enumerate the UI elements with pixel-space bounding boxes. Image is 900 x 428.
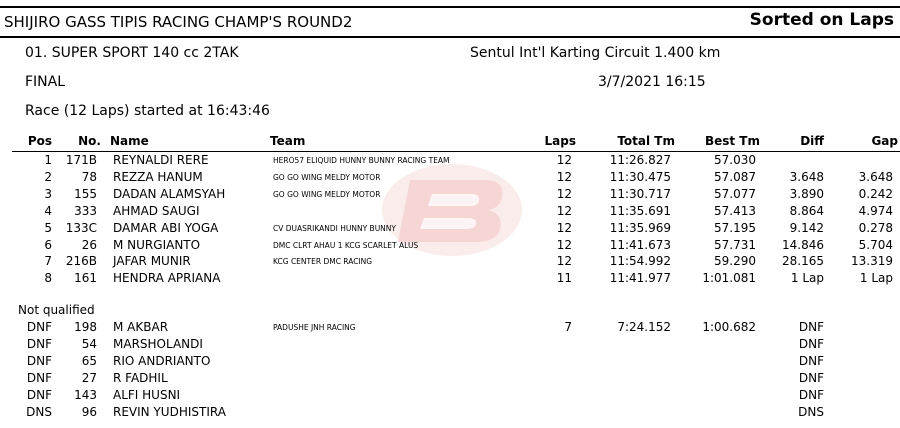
circuit-name: Sentul Int'l Karting Circuit 1.400 km [470, 45, 721, 61]
cell-team: HERO57 ELIQUID HUNNY BUNNY RACING TEAM [273, 156, 450, 165]
cell-name: M NURGIANTO [113, 237, 201, 252]
cell-name: M AKBAR [113, 320, 169, 334]
cell-name: REYNALDI RERE [113, 153, 209, 167]
cell-laps: 12 [556, 186, 572, 201]
table-row [0, 320, 900, 337]
table-row [0, 238, 900, 255]
cell-pos: 6 [44, 237, 52, 252]
session-datetime: 3/7/2021 16:15 [598, 74, 706, 90]
cell-name: REVIN YUDHISTIRA [113, 405, 226, 419]
column-header-diff: Diff [800, 134, 824, 148]
cell-gap: 4.974 [858, 203, 893, 218]
cell-total: 11:30.475 [609, 169, 671, 184]
cell-no: 65 [81, 354, 97, 368]
column-header-total: Total Tm [617, 134, 675, 148]
cell-diff: DNF [798, 320, 824, 334]
top-rule [0, 6, 900, 8]
cell-name: RIO ANDRIANTO [113, 354, 211, 368]
cell-best: 57.731 [714, 237, 756, 252]
cell-diff: 14.846 [782, 237, 824, 252]
cell-best: 57.077 [714, 186, 756, 201]
cell-diff: 8.864 [789, 203, 824, 218]
cell-pos: DNS [26, 405, 52, 419]
cell-laps: 12 [556, 237, 572, 252]
column-header-pos: Pos [27, 134, 52, 148]
cell-name: MARSHOLANDI [113, 337, 203, 351]
cell-total: 11:54.992 [609, 254, 671, 269]
cell-laps: 12 [556, 169, 572, 184]
table-row [0, 354, 900, 371]
cell-pos: DNF [26, 337, 52, 351]
column-header-gap: Gap [871, 134, 898, 148]
cell-diff: 1 Lap [790, 271, 824, 286]
cell-gap: 13.319 [851, 254, 893, 269]
cell-pos: 2 [44, 169, 52, 184]
cell-diff: DNF [798, 388, 824, 402]
cell-no: 198 [74, 320, 97, 334]
cell-no: 171B [65, 153, 97, 167]
cell-gap: 3.648 [858, 169, 893, 184]
cell-pos: DNF [26, 371, 52, 385]
cell-no: 216B [65, 254, 97, 269]
cell-total: 11:30.717 [609, 186, 671, 201]
table-row [0, 187, 900, 204]
class-name: 01. SUPER SPORT 140 cc 2TAK [25, 45, 239, 61]
cell-name: ALFI HUSNI [113, 388, 181, 402]
cell-pos: 1 [44, 153, 52, 167]
cell-best: 59.290 [714, 254, 756, 269]
cell-pos: 3 [44, 186, 52, 201]
cell-best: 1:00.682 [702, 320, 756, 334]
cell-total: 11:35.969 [609, 220, 671, 235]
table-row [0, 388, 900, 405]
cell-name: DAMAR ABI YOGA [113, 220, 219, 235]
cell-laps: 12 [556, 153, 572, 167]
cell-laps: 7 [564, 320, 572, 334]
cell-total: 11:35.691 [609, 203, 671, 218]
column-header-name: Name [110, 134, 149, 148]
cell-best: 57.413 [714, 203, 756, 218]
cell-pos: 7 [44, 254, 52, 269]
cell-gap: 0.242 [858, 186, 893, 201]
race-info: Race (12 Laps) started at 16:43:46 [25, 103, 270, 119]
cell-pos: DNF [26, 388, 52, 402]
cell-no: 96 [81, 405, 97, 419]
session-name: FINAL [25, 74, 66, 90]
cell-no: 133C [65, 220, 97, 235]
cell-name: HENDRA APRIANA [113, 271, 221, 286]
cell-no: 155 [74, 186, 97, 201]
cell-pos: 8 [44, 271, 52, 286]
cell-name: R FADHIL [113, 371, 168, 385]
cell-pos: DNF [26, 354, 52, 368]
cell-best: 1:01.081 [702, 271, 756, 286]
cell-team: CV DUASRIKANDI HUNNY BUNNY [273, 223, 396, 233]
cell-pos: DNF [26, 320, 52, 334]
cell-name: AHMAD SAUGI [113, 203, 200, 218]
cell-laps: 11 [556, 271, 572, 286]
cell-best: 57.195 [714, 220, 756, 235]
cell-team: PADUSHE JNH RACING [273, 323, 356, 332]
cell-no: 54 [81, 337, 97, 351]
cell-diff: 9.142 [789, 220, 824, 235]
cell-name: DADAN ALAMSYAH [113, 186, 226, 201]
cell-no: 143 [74, 388, 97, 402]
cell-diff: DNS [798, 405, 824, 419]
cell-laps: 12 [556, 254, 572, 269]
column-header-team: Team [270, 134, 306, 148]
cell-pos: 4 [44, 203, 52, 218]
cell-no: 161 [74, 271, 97, 286]
cell-team: GO GO WING MELDY MOTOR [273, 172, 381, 182]
cell-diff: DNF [798, 354, 824, 368]
cell-total: 11:41.977 [609, 271, 671, 286]
cell-name: REZZA HANUM [113, 169, 203, 184]
cell-best: 57.087 [714, 169, 756, 184]
page-title: SHIJIRO GASS TIPIS RACING CHAMP'S ROUND2 [4, 13, 353, 31]
sort-label: Sorted on Laps [749, 10, 894, 30]
not-qualified-label: Not qualified [18, 303, 95, 317]
cell-team: DMC CLRT AHAU 1 KCG SCARLET ALUS [273, 240, 419, 250]
table-row [0, 271, 900, 288]
cell-diff: 3.648 [789, 169, 824, 184]
cell-team: KCG CENTER DMC RACING [273, 257, 373, 267]
column-header-divider [12, 151, 900, 152]
table-row [0, 337, 900, 354]
cell-gap: 1 Lap [859, 271, 893, 286]
cell-no: 26 [81, 237, 97, 252]
cell-no: 78 [81, 169, 97, 184]
table-row [0, 204, 900, 221]
cell-no: 27 [81, 371, 97, 385]
cell-diff: 3.890 [789, 186, 824, 201]
table-row [0, 170, 900, 187]
cell-best: 57.030 [714, 153, 756, 167]
cell-total: 11:41.673 [609, 237, 671, 252]
cell-laps: 12 [556, 220, 572, 235]
cell-diff: DNF [798, 337, 824, 351]
table-row [0, 254, 900, 271]
cell-diff: 28.165 [782, 254, 824, 269]
cell-name: JAFAR MUNIR [113, 254, 191, 269]
cell-diff: DNF [798, 371, 824, 385]
column-header-no: No. [78, 134, 101, 148]
cell-gap: 0.278 [858, 220, 893, 235]
cell-gap: 5.704 [858, 237, 893, 252]
column-header-laps: Laps [544, 134, 576, 148]
cell-no: 333 [74, 203, 97, 218]
table-row [0, 371, 900, 388]
header-divider [0, 36, 900, 38]
cell-team: GO GO WING MELDY MOTOR [273, 189, 381, 199]
cell-total: 11:26.827 [609, 153, 671, 167]
cell-laps: 12 [556, 203, 572, 218]
table-row [0, 153, 900, 170]
column-header-best: Best Tm [704, 134, 760, 148]
table-row [0, 405, 900, 422]
cell-pos: 5 [44, 220, 52, 235]
table-row [0, 221, 900, 238]
cell-total: 7:24.152 [617, 320, 671, 334]
